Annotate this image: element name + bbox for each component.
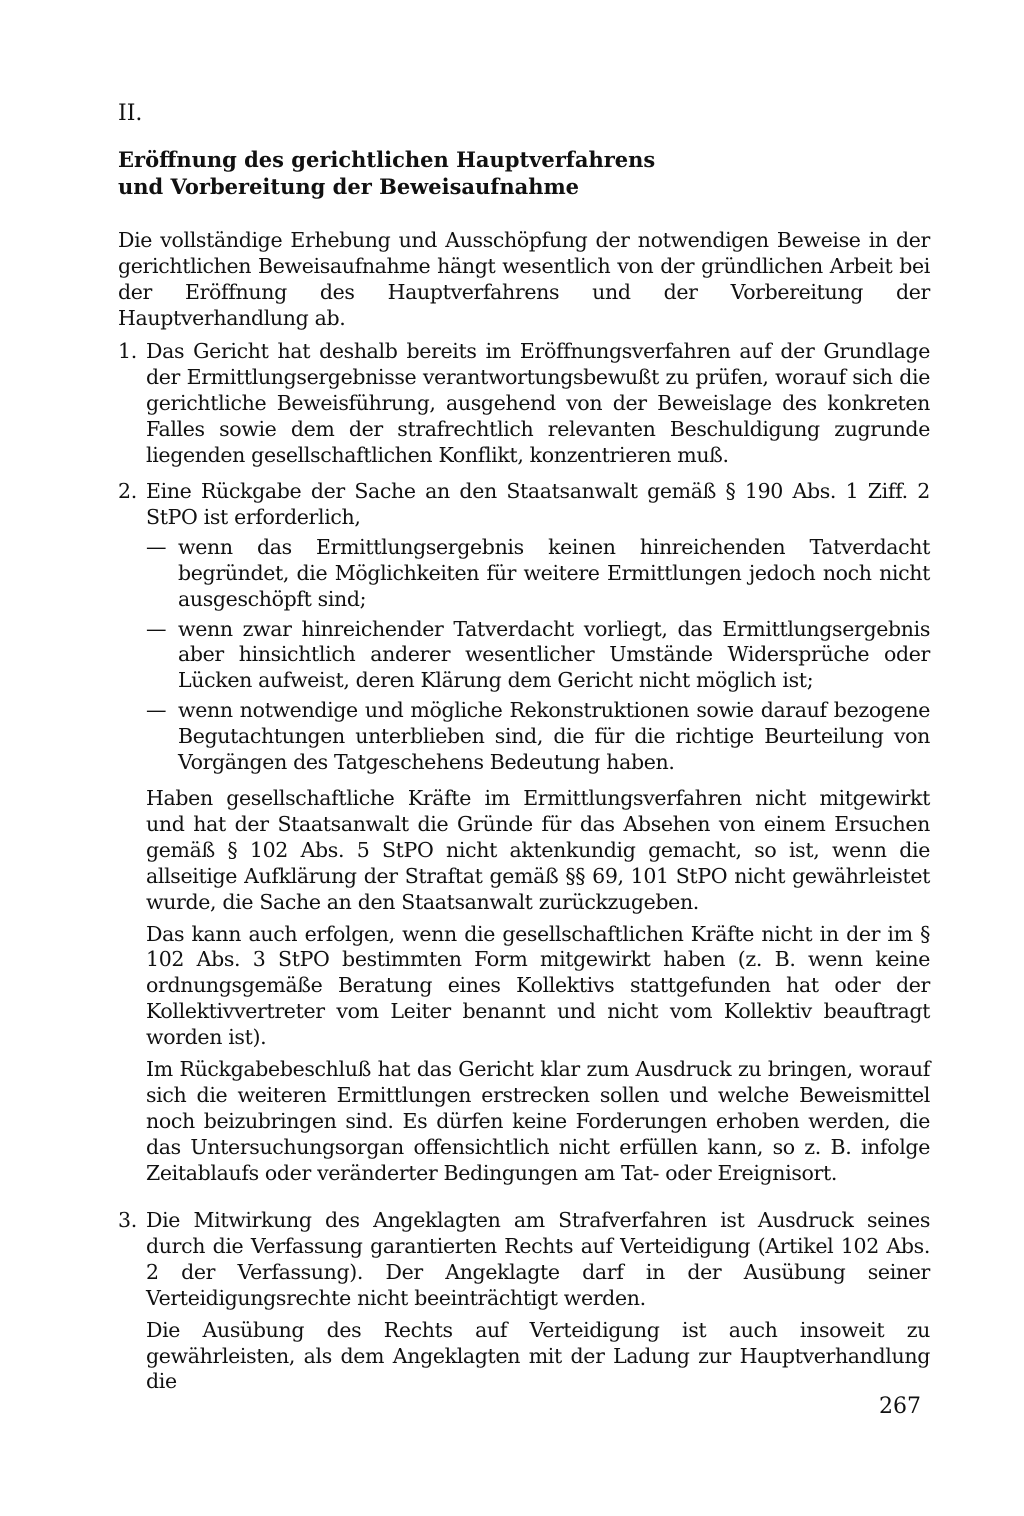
item-text: Die Mitwirkung des Angeklagten am Strafverfahren ist Ausdruck seines durch die Verfassung garantierten Rechts auf Verteidigung (Artikel 102 Abs. 2 der Verfassung). Der Angeklagte darf in der Ausübung seiner Verteidigungsrechte nicht beeinträchtigt werden. [146,1208,930,1310]
heading-line-1: Eröffnung des gerichtlichen Hauptverfahrens [118,147,656,172]
item-number: 2. [118,479,137,503]
dash-list-item [146,698,930,776]
dash-item-text: wenn das Ermittlungsergebnis keinen hinreichenden Tatverdacht begründet, die Möglichkeiten für weitere Ermittlungen jedoch noch nicht ausgeschöpft sind; [178,534,930,611]
paragraph: Die Ausübung des Rechts auf Verteidigung ist auch insoweit zu gewährleisten, als dem Angeklagten mit der Ladung zur Hauptverhandlung die [146,1317,930,1394]
dash-marker: — [146,616,167,641]
dash-list-item [146,617,930,695]
paragraph: Im Rückgabebeschluß hat das Gericht klar zum Ausdruck zu bringen, worauf sich die weiteren Ermittlungen erstrecken sollen und welche Beweismittel noch beizubringen sind. Es dürfen keine Forderungen erhoben werden, die das Untersuchungsorgan offensichtlich nicht erfüllen kann, so z. B. infolge Zeitablaufs oder veränderter Bedingungen am Tat- oder Ereignisort. [146,1057,930,1185]
heading-line-2: und Vorbereitung der Beweisaufnahme [118,174,580,199]
page-number: 267 [879,1394,921,1419]
item-number: 1. [118,339,137,363]
section-number: II. [118,101,143,126]
section-heading [118,146,655,200]
dash-marker: — [146,534,167,559]
dash-item-text: wenn notwendige und mögliche Rekonstruktionen sowie darauf bezogene Begutachtungen unterblieben sind, die für die richtige Beurteilung von Vorgängen des Tatgeschehens Bedeutung haben. [178,698,930,775]
item-text: Das Gericht hat deshalb bereits im Eröffnungsverfahren auf der Grundlage der Ermittlungsergebnisse verantwortungsbewußt zu prüfen, worauf sich die gerichtliche Beweisführung, ausgehend von der Beweislage des konkreten Falles sowie dem der strafrechtlich relevanten Beschuldigung zugrunde liegenden gesellschaftlichen Konflikt, konzentrieren muß. [146,339,930,467]
intro-paragraph: Die vollständige Erhebung und Ausschöpfung der notwendigen Beweise in der gerichtlichen Beweisaufnahme hängt wesentlich von der gründlichen Arbeit bei der Eröffnung des Hauptverfahrens und der Vorbereitung der Hauptverhandlung ab. [118,228,930,330]
list-item-3 [118,1208,930,1395]
list-item-2 [118,479,930,1187]
paragraph: Das kann auch erfolgen, wenn die gesellschaftlichen Kräfte nicht in der im § 102 Abs. 3 StPO bestimmten Form mitgewirkt haben (z. B. wenn keine ordnungsgemäße Beratung eines Kollektivs stattgefunden hat oder der Kollektivvertreter vom Leiter benannt und nicht vom Kollektiv beauftragt worden ist). [146,921,930,1050]
paragraph: Haben gesellschaftliche Kräfte im Ermittlungsverfahren nicht mitgewirkt und hat der Staatsanwalt die Gründe für das Absehen von einem Ersuchen gemäß § 102 Abs. 5 StPO nicht aktenkundig gemacht, so ist, wenn die allseitige Aufklärung der Straftat gemäß §§ 69, 101 StPO nicht gewährleistet wurde, die Sache an den Staatsanwalt zurückzugeben. [146,785,930,914]
dash-item-text: wenn zwar hinreichender Tatverdacht vorliegt, das Ermittlungsergebnis aber hinsichtlich anderer wesentlicher Umstände Widersprüche oder Lücken aufweist, deren Klärung dem Gericht nicht möglich ist; [178,616,930,693]
dash-marker: — [146,698,167,723]
item-number: 3. [118,1208,137,1232]
list-item-1 [118,339,930,469]
item-text: Eine Rückgabe der Sache an den Staatsanwalt gemäß § 190 Abs. 1 Ziff. 2 StPO ist erforderlich, [146,479,930,529]
dash-list-item [146,535,930,613]
